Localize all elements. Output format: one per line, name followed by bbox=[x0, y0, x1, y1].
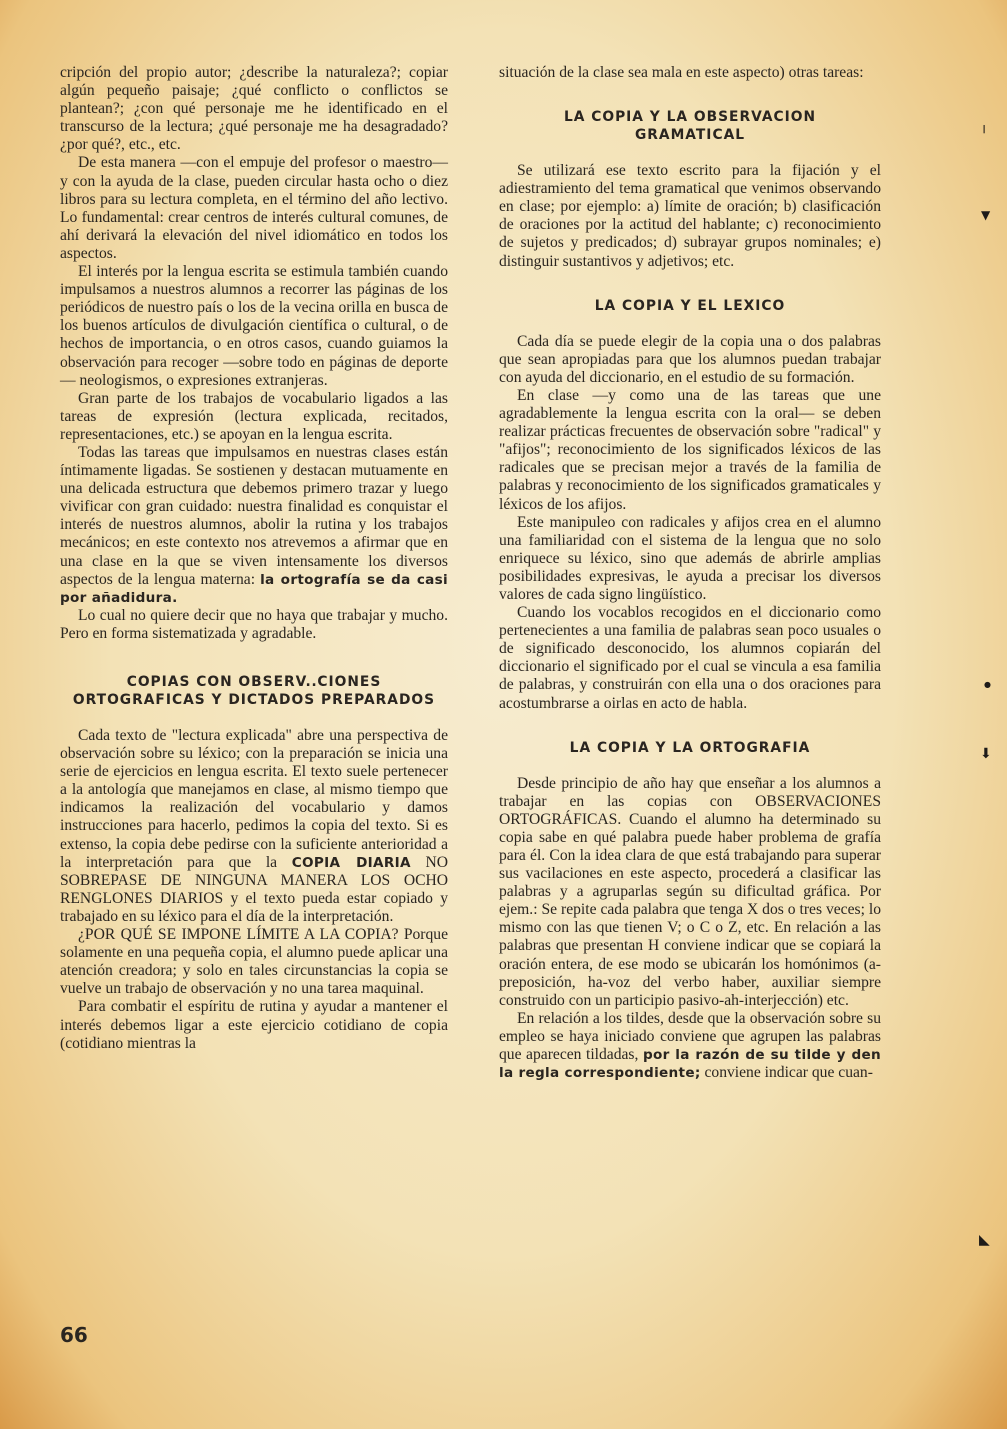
section-heading: COPIAS CON OBSERV.․CIONES ORTOGRAFICAS Y DICTADOS PREPARADOS bbox=[72, 674, 436, 708]
paragraph bbox=[60, 727, 448, 926]
emphasis-text: por la razón de su tilde y den la regla correspondiente; bbox=[499, 1047, 881, 1082]
right-column bbox=[499, 64, 881, 1082]
ink-mark-icon: ◣ bbox=[979, 1232, 990, 1248]
paragraph: ¿POR QUÉ SE IMPONE LÍMITE A LA COPIA? Porque solamente en una pequeña copia, el alumno puede aplicar una atención creadora; y solo en tales circunstancias la copia se vuelve un trabajo de observación y no una tarea maquinal. bbox=[60, 926, 448, 998]
paragraph: Para combatir el espíritu de rutina y ayudar a mantener el interés debemos ligar a este ejercicio cotidiano de copia (cotidiano mientras la bbox=[60, 998, 448, 1052]
paragraph-text: Cada texto de "lectura explicada" abre una perspectiva de observación sobre su léxico; con la preparación se inicia una serie de ejercicios en lengua escrita. El texto suele pertenecer a la antología que manejamos en clase, al mismo tiempo que indicamos la realización del vocabulario y damos instrucciones para hacerlo, pedimos la copia del texto. Si es extenso, la copia debe pedirse con la suficiente anterioridad a la interpretación para que la bbox=[60, 727, 448, 871]
ink-mark-icon: ╵ bbox=[980, 126, 989, 142]
section-heading: LA COPIA Y LA OBSERVACION GRAMATICAL bbox=[563, 109, 817, 144]
paragraph bbox=[499, 1010, 881, 1082]
paragraph-text: NO SOBREPASE DE NINGUNA MANERA LOS OCHO RENGLONES DIARIOS y el texto pueda estar copiado y trabajado en su léxico para el día de la interpretación. bbox=[60, 853, 448, 925]
paragraph: Cuando los vocablos recogidos en el diccionario como pertenecientes a una familia de palabras sean poco usuales o de significado desconocido, los alumnos copiarán del diccionario el significado por el cual se vincula a esa familia de palabras, y construirán con ella una o dos oraciones para acostumbrarse a oirlas en acto de habla. bbox=[499, 604, 881, 712]
ink-mark-icon: ▼ bbox=[981, 208, 991, 222]
paragraph: De esta manera —con el empuje del profesor o maestro— y con la ayuda de la clase, pueden circular hasta ocho o diez libros para su lectura completa, en el término del año lectivo. Lo fundamental: crear centros de interés cultural comunes, de ahí derivará la elevación del nivel idiomático en todos los aspectos. bbox=[60, 154, 448, 262]
ink-mark-icon: ⬇ bbox=[980, 746, 992, 762]
paragraph: Lo cual no quiere decir que no haya que trabajar y mucho. Pero en forma sistematizada y agradable. bbox=[60, 606, 448, 642]
paragraph: El interés por la lengua escrita se estimula también cuando impulsamos a nuestros alumnos a recorrer las páginas de los periódicos de nuestro país o los de la vecina orilla en busca de los buenos artículos de divulgación científica o cultural, o de hechos de importancia, o en otros casos, cuando guiamos la observación para recoger —sobre todo en páginas de deporte— neologismos, o expresiones extranjeras. bbox=[60, 263, 448, 389]
paragraph: Este manipuleo con radicales y afijos crea en el alumno una familiaridad con el sistema de la lengua que no solo enriquece su léxico, sino que además de abrirle amplias posibilidades expresivas, le ayuda a precisar los diversos valores de cada signo lingüístico. bbox=[499, 513, 881, 603]
paragraph bbox=[60, 444, 448, 607]
paragraph-text: conviene indicar que cuan- bbox=[700, 1064, 873, 1082]
section-heading: LA COPIA Y LA ORTOGRAFIA bbox=[569, 739, 811, 756]
paragraph-text: En relación a los tildes, desde que la observación sobre su empleo se haya iniciado conviene que agrupen las palabras que aparecen tildadas, bbox=[499, 1009, 881, 1064]
ink-mark-icon: ● bbox=[984, 680, 991, 689]
paragraph: En clase —y como una de las tareas que une agradablemente la lengua escrita con la oral— se deben realizar prácticas frecuentes de observación sobre "radical" y "afijos"; reconocimiento de los significados léxicos de las radicales que se precisan mejor a través de la familia de palabras y reconocimiento de los significados gramaticales y léxicos de los afijos. bbox=[499, 386, 881, 513]
paragraph: situación de la clase sea mala en este aspecto) otras tareas: bbox=[499, 64, 864, 81]
section-heading: LA COPIA Y EL LEXICO bbox=[594, 297, 786, 314]
paragraph: Gran parte de los trabajos de vocabulario ligados a las tareas de expresión (lectura explicada, recitados, representaciones, etc.) se apoyan en la lengua escrita. bbox=[60, 389, 448, 443]
left-column bbox=[60, 64, 448, 1053]
paragraph: Cada día se puede elegir de la copia una o dos palabras que sean apropiadas para que los alumnos puedan trabajar con ayuda del diccionario, en el estudio de su formación. bbox=[499, 332, 881, 386]
paragraph: Se utilizará ese texto escrito para la fijación y el adiestramiento del tema gramatical que venimos observando en clase; por ejemplo: a) límite de oración; b) clasificación de oraciones por la actitud del hablante; c) reconocimiento de sujetos y predicados; d) subrayar grupos nominales; e) distinguir sustantivos y adjetivos; etc. bbox=[499, 162, 881, 270]
paragraph: cripción del propio autor; ¿describe la naturaleza?; copiar algún pequeño paisaje; ¿qué conflicto o conflictos se plantean?; ¿con qué personaje me he identificado en el transcurso de la lectura; ¿qué personaje me ha desagradado? ¿por qué?, etc., etc. bbox=[60, 64, 448, 154]
emphasis-text: COPIA DIARIA bbox=[291, 854, 411, 871]
paragraph-text: Todas las tareas que impulsamos en nuestras clases están íntimamente ligadas. Se sostienen y destacan mutuamente en una delicada estructura que debemos primero trazar y luego vivificar con gran cuidado: nuestra finalidad es conquistar el interés de nuestros alumnos, abolir la rutina y los trabajos mecánicos; en este contexto nos atrevemos a afirmar que en una clase en la que se viven intensamente los diversos aspectos de la lengua materna: bbox=[60, 443, 448, 588]
page-number: 66 bbox=[60, 1323, 88, 1347]
paragraph: Desde principio de año hay que enseñar a los alumnos a trabajar en las copias con OBSERVACIONES ORTOGRÁFICAS. Cuando el alumno ha determinado su copia sabe en qué palabra puede haber problema de grafía para él. Con la idea clara de que está trabajando para superar sus vacilaciones en este aspecto, procederá a clasificar las palabras y a agruparlas según su dificultad gráfica. Por ejem.: Se repite cada palabra que tenga X dos o tres veces; lo mismo con las que tienen V; o C o Z, etc. En relación a las palabras que presentan H conviene indicar que se copiará la oración entera, de ese modo se ubicarán los homónimos (a-preposición, ha-voz del verbo haber, auxiliar siempre construido con un participio pasivo-ah-interjección) etc. bbox=[499, 774, 881, 1009]
emphasis-text: la ortografía se da casi por añadidura. bbox=[60, 571, 448, 606]
